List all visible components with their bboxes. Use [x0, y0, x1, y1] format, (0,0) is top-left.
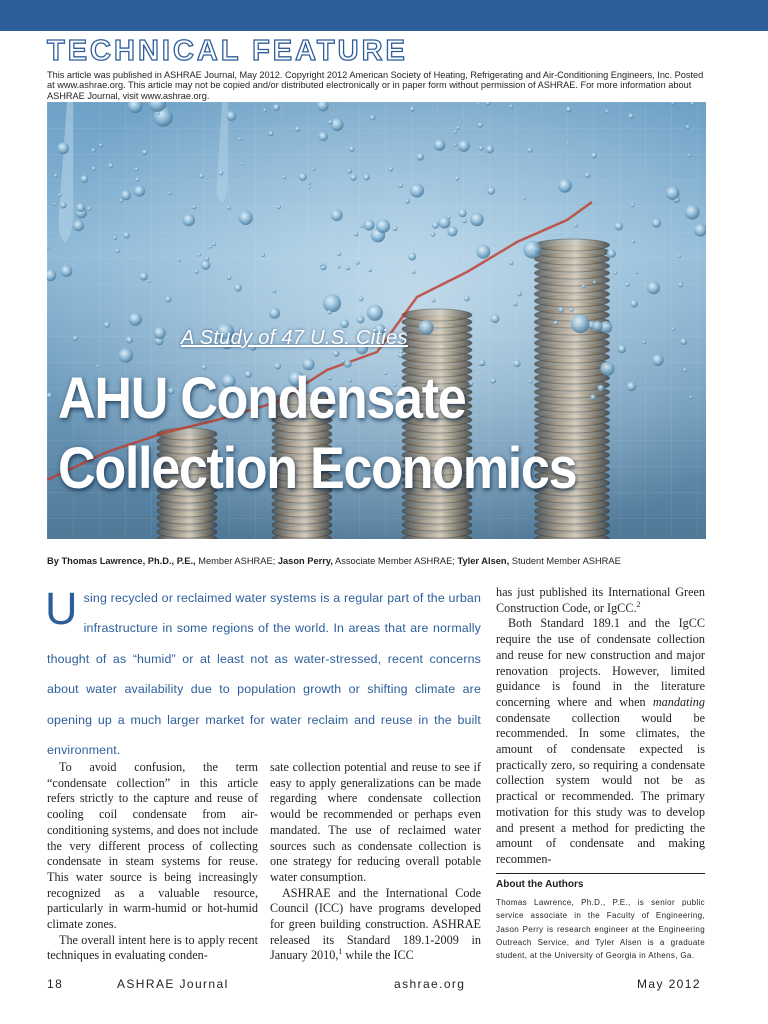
body-text: while the ICC — [342, 948, 414, 963]
emphasis-text: mandating — [652, 694, 705, 709]
hero-subtitle: A Study of 47 U.S. Cities — [181, 327, 408, 349]
footer-journal: ASHRAE Journal — [117, 977, 229, 991]
hero-image — [47, 102, 706, 539]
byline — [47, 556, 717, 566]
reference-2: 2 — [636, 599, 641, 609]
author-2-role: Associate Member ASHRAE; — [335, 556, 455, 566]
body-text: Both Standard 189.1 and the IgCC require the use of condensate collection and reuse for new construction and major renovation projects. However, limited guidance is found in the literature concerning where and when — [496, 616, 705, 709]
body-column-2 — [270, 760, 481, 964]
author-2-name: Jason Perry, — [277, 556, 333, 566]
about-authors-heading: About the Authors — [496, 879, 584, 890]
lead-paragraph — [47, 583, 481, 765]
body-text: has just published its International Green Construction Code, or IgCC. — [496, 585, 705, 615]
body-paragraph: The overall intent here is to apply recent techniques in evaluating conden- — [47, 932, 258, 963]
body-text: ASHRAE and the International Code Council (ICC) have programs developed for green building construction. ASHRAE released its Standard 189.1-2009 in January 2010, — [270, 885, 481, 963]
body-column-1 — [47, 760, 258, 964]
title-line-2: Collection Economics — [58, 436, 577, 501]
page-number: 18 — [47, 977, 64, 991]
footer-date: May 2012 — [637, 977, 701, 991]
author-1-role: Member ASHRAE; — [198, 556, 276, 566]
title-line-1: AHU Condensate — [58, 366, 466, 431]
body-paragraph: To avoid confusion, the term “condensate collection” in this article refers strictly to the capture and reuse of cooling coil condensate from air-conditioning systems, and does not include the very different process of collecting condensate in steam systems for reuse. This water source is being increasingly recognized as a valuable resource, particularly in warm-humid or hot-humid climate zones. — [47, 760, 258, 932]
section-label: TECHNICAL FEATURE — [47, 35, 408, 67]
about-authors-text: Thomas Lawrence, Ph.D., P.E., is senior public service associate in the Faculty of Engineering, Jason Perry is research engineer at the Engineering Outreach Service, and Tyler Alsen is a graduate student, at the University of Georgia in Athens, Ga. — [496, 898, 705, 961]
body-column-3 — [496, 585, 705, 868]
author-3-role: Student Member ASHRAE — [511, 556, 621, 566]
reference-1: 1 — [338, 947, 343, 957]
body-paragraph — [496, 616, 705, 867]
author-1-name: Thomas Lawrence, Ph.D., P.E., — [61, 556, 196, 566]
copyright-notice: This article was published in ASHRAE Journal, May 2012. Copyright 2012 American Society of Heating, Refrigerating and Air-Conditioning Engineers, Inc. Posted at www.ashrae.org. This article may not be copied and/or distributed electronically or in paper form without permission of ASHRAE. For more information about ASHRAE Journal, visit www.ashrae.org. — [47, 70, 704, 101]
body-paragraph: sate collection potential and reuse to see if easy to apply generalizations can be made regarding where condensate collection would be recommended or perhaps even mandated. The use of reclaimed water sources such as condensate collection is one strategy for reducing overall potable water consumption. — [270, 760, 481, 884]
byline-prefix: By — [47, 556, 59, 566]
body-text: condensate collection would be recommended. In some climates, the amount of condensate expected is practically zero, so requiring a condensate collection system would not be as practical or recommended. The primary motivation for this study was to develop and present a method for predicting the amount of condensate and making recommen- — [496, 710, 705, 866]
lead-text: sing recycled or reclaimed water systems is a regular part of the urban infrastructure in some regions of the world. In areas that are normally thought of as “humid” or at least not as water-stressed, recent concerns about water availability due to population growth or shifting climate are opening up a much larger market for water reclaim and reuse in the built environment. — [47, 591, 481, 758]
top-color-bar — [0, 0, 768, 31]
authors-divider — [496, 873, 705, 874]
body-paragraph — [496, 585, 705, 616]
footer-website[interactable]: ashrae.org — [394, 977, 466, 991]
body-paragraph — [270, 886, 481, 965]
drop-cap: U — [45, 583, 78, 634]
article-title — [58, 364, 576, 504]
author-3-name: Tyler Alsen, — [457, 556, 510, 566]
